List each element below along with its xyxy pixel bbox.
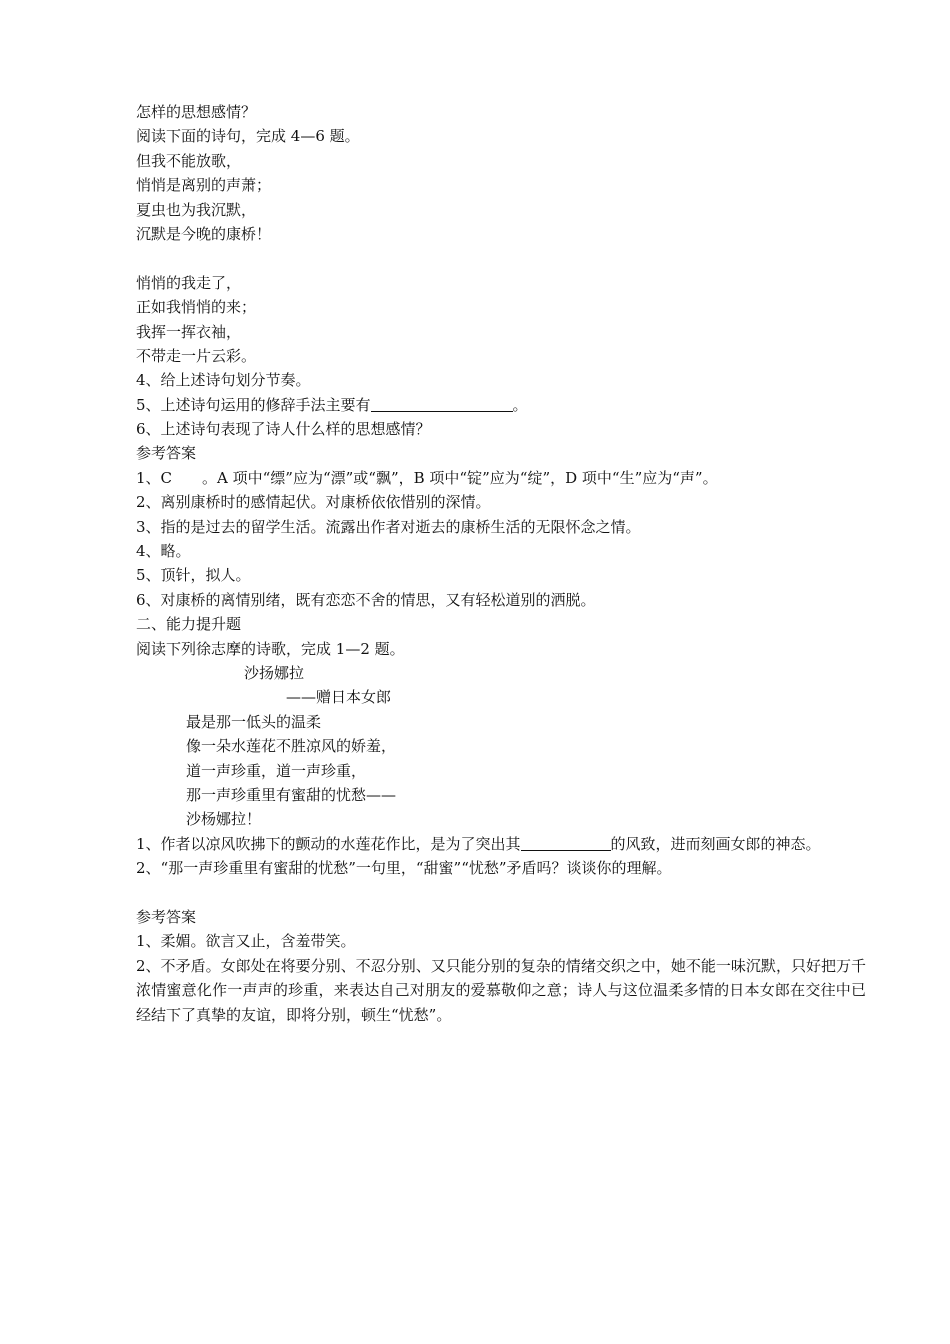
question-5-end: 。 [512, 395, 528, 414]
poem-line: 悄悄是离别的声萧； [136, 176, 272, 195]
question-1-text: 1、作者以凉风吹拂下的颤动的水莲花作比，是为了突出其 [136, 834, 521, 853]
reading-instruction: 阅读下列徐志摩的诗歌，完成 1—2 题。 [136, 639, 405, 658]
poem-line: 悄悄的我走了， [136, 273, 242, 292]
question-6: 6、上述诗句表现了诗人什么样的思想感情？ [136, 420, 431, 439]
question-4: 4、给上述诗句划分节奏。 [136, 371, 311, 390]
question-1-end: 的风致，进而刻画女郎的神态。 [610, 834, 821, 853]
question-1 [136, 832, 866, 856]
poem-line: 沉默是今晚的康桥！ [136, 224, 272, 243]
poem-line: 沙杨娜拉！ [186, 810, 262, 829]
paragraph-break [136, 881, 866, 905]
document-page [136, 100, 866, 1027]
answers-heading: 参考答案 [136, 444, 197, 463]
poem-line: 我挥一挥衣袖， [136, 322, 242, 341]
poem-line: 最是那一低头的温柔 [186, 712, 322, 731]
poem-line: 像一朵水莲花不胜凉风的娇羞， [186, 737, 397, 756]
reading-instruction: 阅读下面的诗句，完成 4—6 题。 [136, 127, 360, 146]
poem-line: 正如我悄悄的来； [136, 298, 257, 317]
answer-2: 2、离别康桥时的感情起伏。对康桥依依惜别的深情。 [136, 493, 491, 512]
answer-1 [136, 466, 866, 490]
answer-1-explanation: 。A 项中“缥”应为“漂”或“飘”，B 项中“锭”应为“绽”，D 项中“生”应为“声”。 [202, 468, 718, 487]
answer-1-choice: 1、C [136, 468, 173, 487]
answers-heading: 参考答案 [136, 907, 197, 926]
answer-3: 3、指的是过去的留学生活。流露出作者对逝去的康桥生活的无限怀念之情。 [136, 517, 641, 536]
poem-line: 道一声珍重，道一声珍重， [186, 761, 367, 780]
text-line: 怎样的思想感情？ [136, 103, 257, 121]
answer-1: 1、柔媚。欲言又止，含羞带笑。 [136, 932, 356, 951]
poem-line: 夏虫也为我沉默， [136, 200, 257, 219]
poem-line: 不带走一片云彩。 [136, 346, 257, 365]
section-heading: 二、能力提升题 [136, 615, 242, 634]
answer-blank [521, 834, 611, 851]
poem-subtitle: ——赠日本女郎 [286, 688, 392, 707]
stanza-break [136, 246, 866, 270]
answer-5: 5、顶针，拟人。 [136, 566, 251, 585]
answer-blank [371, 395, 513, 412]
question-5 [136, 393, 866, 417]
answer-6: 6、对康桥的离情别绪，既有恋恋不舍的情思，又有轻松道别的洒脱。 [136, 590, 596, 609]
poem-line: 那一声珍重里有蜜甜的忧愁—— [186, 785, 397, 804]
question-2: 2、“那一声珍重里有蜜甜的忧愁”一句里，“甜蜜”“忧愁”矛盾吗？谈谈你的理解。 [136, 859, 672, 878]
answer-2: 2、不矛盾。女郎处在将要分别、不忍分别、又只能分别的复杂的情绪交织之中，她不能一味沉默，只好把万千浓情蜜意化作一声声的珍重，来表达自己对朋友的爱慕敬仰之意；诗人与这位温柔多情的日本女郎在交往中已经结下了真挚的友谊，即将分别，顿生“忧愁”。 [136, 956, 866, 1024]
poem-title: 沙扬娜拉 [244, 663, 305, 682]
question-5-text: 5、上述诗句运用的修辞手法主要有 [136, 395, 371, 414]
answer-4: 4、略。 [136, 542, 191, 561]
poem-line: 但我不能放歌， [136, 151, 242, 170]
